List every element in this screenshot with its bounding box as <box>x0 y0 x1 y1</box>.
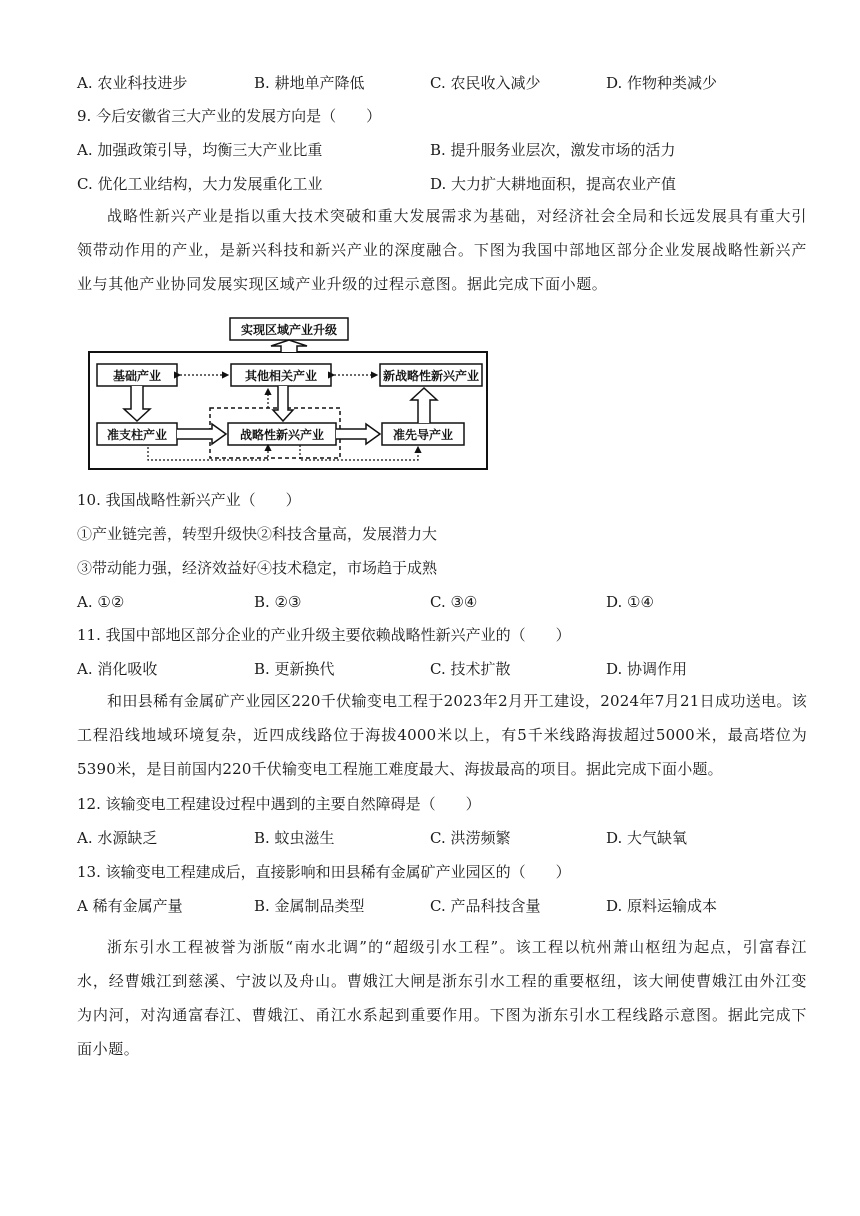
label-strategic-industry: 战略性新兴产业 <box>239 428 325 442</box>
q12-option-d: D. 大气缺氧 <box>606 829 688 847</box>
q10-stem: 10. 我国战略性新兴产业（ ） <box>77 491 301 509</box>
label-other-industry: 其他相关产业 <box>244 369 318 383</box>
q12-option-c: C. 洪涝频繁 <box>430 829 511 847</box>
q10-option-b: B. ②③ <box>254 593 302 611</box>
q13-option-c: C. 产品科技含量 <box>430 897 541 915</box>
industry-upgrade-diagram <box>88 314 490 472</box>
arrow-basic-to-pillar <box>124 386 150 421</box>
q11-option-a: A. 消化吸收 <box>77 660 158 678</box>
q11-option-d: D. 协调作用 <box>606 660 688 678</box>
q12-option-a: A. 水源缺乏 <box>77 829 158 847</box>
q13-option-b: B. 金属制品类型 <box>254 897 365 915</box>
passage-strategic-industry: 战略性新兴产业是指以重大技术突破和重大发展需求为基础，对经济社会全局和长远发展具有重大引领带动作用的产业，是新兴科技和新兴产业的深度融合。下图为我国中部地区部分企业发展战略性新兴产业与其他产业协同发展实现区域产业升级的过程示意图。据此完成下面小题。 <box>77 207 807 293</box>
arrow-pillar-to-strategic <box>177 424 226 444</box>
q9-option-b: B. 提升服务业层次，激发市场的活力 <box>430 141 676 159</box>
q10-statement-2: ③带动能力强，经济效益好④技术稳定，市场趋于成熟 <box>77 559 438 577</box>
q13-stem: 13. 该输变电工程建成后，直接影响和田县稀有金属矿产业园区的（ ） <box>77 863 571 881</box>
q9-stem: 9. 今后安徽省三大产业的发展方向是（ ） <box>77 107 382 125</box>
q9-option-d: D. 大力扩大耕地面积，提高农业产值 <box>430 175 677 193</box>
q12-option-b: B. 蚊虫滋生 <box>254 829 335 847</box>
q10-statement-1: ①产业链完善，转型升级快②科技含量高，发展潜力大 <box>77 525 438 543</box>
label-leading-industry: 准先导产业 <box>392 428 454 442</box>
passage-zhedong-water-diversion: 浙东引水工程被誉为浙版“南水北调”的“超级引水工程”。该工程以杭州萧山枢纽为起点，引富春江水，经曹娥江到慈溪、宁波以及舟山。曹娥江大闸是浙东引水工程的重要枢纽，该大闸使曹娥江由外江变为内河，对沟通富春江、曹娥江、甬江水系起到重要作用。下图为浙东引水工程线路示意图。据此完成下面小题。 <box>77 938 807 1058</box>
label-pillar-industry: 准支柱产业 <box>106 428 168 442</box>
label-region-upgrade: 实现区域产业升级 <box>240 323 338 337</box>
q12-stem: 12. 该输变电工程建设过程中遇到的主要自然障碍是（ ） <box>77 795 481 813</box>
q8-option-b: B. 耕地单产降低 <box>254 74 365 92</box>
q10-option-a: A. ①② <box>77 593 125 611</box>
label-basic-industry: 基础产业 <box>112 369 162 383</box>
q10-option-d: D. ①④ <box>606 593 654 611</box>
link-leading-loop <box>300 445 418 460</box>
q11-option-b: B. 更新换代 <box>254 660 335 678</box>
q13-option-d: D. 原料运输成本 <box>606 897 718 915</box>
q8-option-d: D. 作物种类减少 <box>606 74 718 92</box>
q9-option-a: A. 加强政策引导，均衡三大产业比重 <box>77 141 323 159</box>
passage-hotan-power-project: 和田县稀有金属矿产业园区220千伏输变电工程于2023年2月开工建设，2024年7月21日成功送电。该工程沿线地域环境复杂，近四成线路位于海拔4000米以上，有5千米线路海拔超过5000米，最高塔位为5390米，是目前国内220千伏输变电工程施工难度最大、海拔最高的项目。据此完成下面小题。 <box>77 692 807 778</box>
arrow-strategic-to-leading <box>336 424 380 444</box>
q8-option-c: C. 农民收入减少 <box>430 74 541 92</box>
q9-option-c: C. 优化工业结构，大力发展重化工业 <box>77 175 323 193</box>
q13-option-a: A 稀有金属产量 <box>77 897 183 915</box>
q8-option-a: A. 农业科技进步 <box>77 74 188 92</box>
q10-option-c: C. ③④ <box>430 593 478 611</box>
arrow-other-to-strategic <box>273 386 293 421</box>
arrow-leading-to-new <box>411 388 437 423</box>
arrow-up-to-upgrade <box>271 340 307 352</box>
q11-option-c: C. 技术扩散 <box>430 660 511 678</box>
label-new-strategic-industry: 新战略性新兴产业 <box>382 369 480 383</box>
q11-stem: 11. 我国中部地区部分企业的产业升级主要依赖战略性新兴产业的（ ） <box>77 626 571 644</box>
